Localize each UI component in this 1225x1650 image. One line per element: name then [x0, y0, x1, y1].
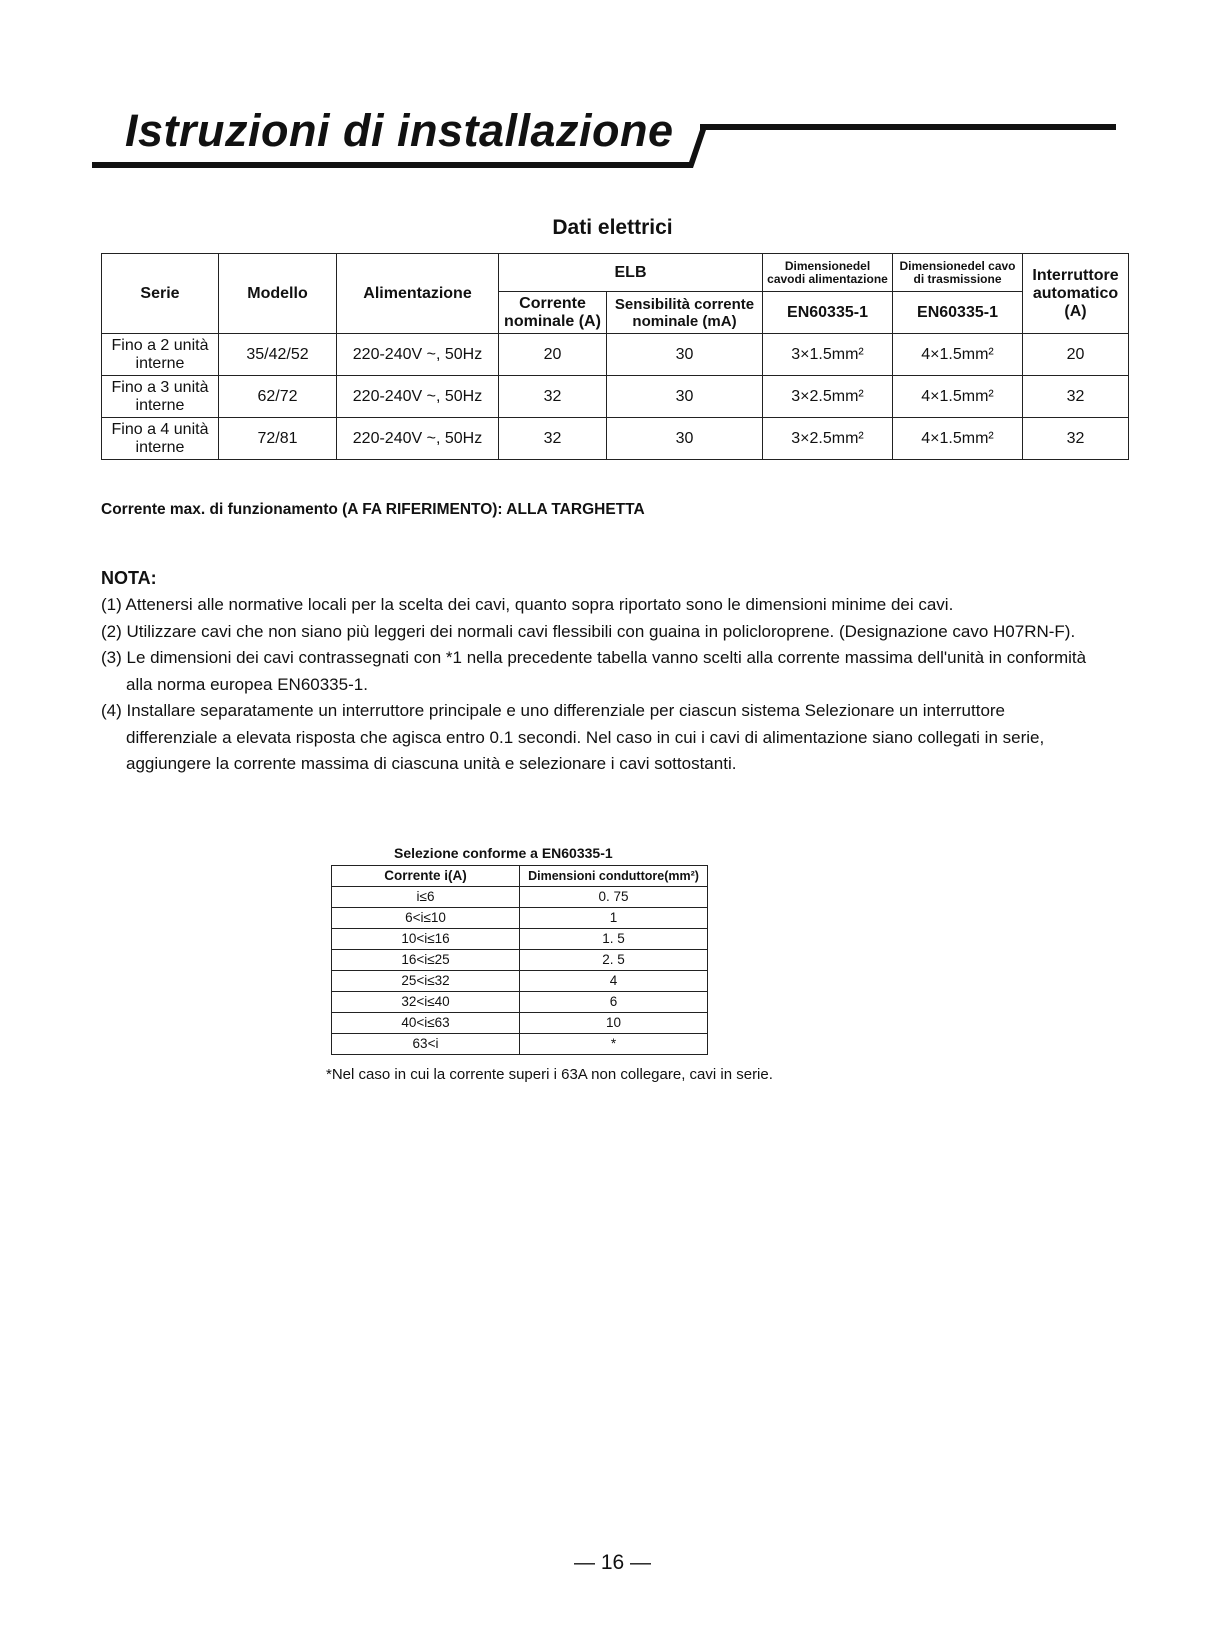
cell-cavo-trasm: 4×1.5mm² — [893, 376, 1023, 418]
cell-sensibilita: 30 — [607, 376, 763, 418]
cell-size: 1 — [520, 908, 708, 929]
note-item: (4) Installare separatamente un interruttore principale e uno differenziale per ciascun sistema Selezionare un interruttore differenziale a elevata risposta che agisca entro 0.1 secondi. Nel caso in cui i cavi di alimentazione siano collegati in serie, aggiungere la corrente massima di ciascuna unità e selezionare i cavi sottostanti. — [101, 701, 1045, 773]
cell-cavo-trasm: 4×1.5mm² — [893, 418, 1023, 460]
header-alimentazione: Alimentazione — [337, 254, 499, 334]
max-current-line: Corrente max. di funzionamento (A FA RIFERIMENTO): ALLA TARGHETTA — [101, 501, 645, 518]
selection-table — [331, 865, 708, 1055]
cell-modello: 62/72 — [219, 376, 337, 418]
cell-current: 32<i≤40 — [332, 992, 520, 1013]
cell-cavo-alim: 3×2.5mm² — [763, 418, 893, 460]
cell-current: 63<i — [332, 1034, 520, 1055]
cell-interruttore: 32 — [1023, 376, 1129, 418]
table-row — [332, 950, 708, 971]
cell-interruttore: 20 — [1023, 334, 1129, 376]
selection-note: *Nel caso in cui la corrente superi i 63A non collegare, cavi in serie. — [326, 1066, 773, 1083]
cell-cavo-alim: 3×2.5mm² — [763, 376, 893, 418]
table-row — [332, 887, 708, 908]
table-row — [332, 1013, 708, 1034]
header-rule-slant — [0, 0, 1225, 200]
header-corrente-nominale: Corrente nominale (A) — [499, 292, 607, 334]
cell-size: 0. 75 — [520, 887, 708, 908]
page-number: — 16 — — [573, 1551, 652, 1574]
header-modello: Modello — [219, 254, 337, 334]
notes-list — [101, 592, 1101, 778]
note-item: (1) Attenersi alle normative locali per la scelta dei cavi, quanto sopra riportato sono le dimensioni minime dei cavi. — [101, 595, 954, 614]
table-row — [102, 376, 1129, 418]
cell-corrente: 32 — [499, 376, 607, 418]
cell-corrente: 32 — [499, 418, 607, 460]
cell-current: 40<i≤63 — [332, 1013, 520, 1034]
cell-size: 10 — [520, 1013, 708, 1034]
header-corrente: Corrente i(A) — [332, 866, 520, 887]
table-row — [332, 992, 708, 1013]
table-row — [102, 334, 1129, 376]
cell-serie: Fino a 2 unità interne — [102, 334, 219, 376]
cell-current: 25<i≤32 — [332, 971, 520, 992]
cell-current: i≤6 — [332, 887, 520, 908]
cell-modello: 72/81 — [219, 418, 337, 460]
note-item: (2) Utilizzare cavi che non siano più leggeri dei normali cavi flessibili con guaina in policloroprene. (Designazione cavo H07RN-F). — [101, 621, 1076, 641]
cell-modello: 35/42/52 — [219, 334, 337, 376]
table-row — [332, 971, 708, 992]
cell-size: 2. 5 — [520, 950, 708, 971]
header-en60335-1-trasm: EN60335-1 — [893, 292, 1023, 334]
cell-current: 16<i≤25 — [332, 950, 520, 971]
cell-cavo-alim: 3×1.5mm² — [763, 334, 893, 376]
header-serie: Serie — [102, 254, 219, 334]
header-dim-alimentazione: Dimensionedel cavodi alimentazione — [763, 254, 893, 292]
cell-cavo-trasm: 4×1.5mm² — [893, 334, 1023, 376]
header-dim-trasmissione: Dimensionedel cavo di trasmissione — [893, 254, 1023, 292]
note-item: (3) Le dimensioni dei cavi contrassegnati con *1 nella precedente tabella vanno scelti alla corrente massima dell'unità in conformità alla norma europea EN60335-1. — [101, 648, 1087, 694]
cell-alimentazione: 220-240V ~, 50Hz — [337, 418, 499, 460]
table-row — [102, 418, 1129, 460]
cell-serie: Fino a 4 unità interne — [102, 418, 219, 460]
cell-serie: Fino a 3 unità interne — [102, 376, 219, 418]
cell-size: 4 — [520, 971, 708, 992]
header-interruttore: Interruttore automatico (A) — [1023, 254, 1129, 334]
cell-size: 6 — [520, 992, 708, 1013]
cell-size: * — [520, 1034, 708, 1055]
selection-title: Selezione conforme a EN60335-1 — [394, 845, 613, 861]
table-row — [332, 929, 708, 950]
cell-current: 10<i≤16 — [332, 929, 520, 950]
cell-alimentazione: 220-240V ~, 50Hz — [337, 376, 499, 418]
table-row — [332, 1034, 708, 1055]
electrical-data-table — [101, 253, 1129, 460]
cell-sensibilita: 30 — [607, 334, 763, 376]
cell-current: 6<i≤10 — [332, 908, 520, 929]
cell-size: 1. 5 — [520, 929, 708, 950]
cell-interruttore: 32 — [1023, 418, 1129, 460]
cell-sensibilita: 30 — [607, 418, 763, 460]
header-dimensioni: Dimensioni conduttore(mm²) — [520, 866, 708, 887]
cell-alimentazione: 220-240V ~, 50Hz — [337, 334, 499, 376]
cell-corrente: 20 — [499, 334, 607, 376]
header-sensibilita: Sensibilità corrente nominale (mA) — [607, 292, 763, 334]
nota-title: NOTA: — [101, 568, 157, 588]
table-row — [332, 908, 708, 929]
page-title: Istruzioni di installazione — [125, 105, 674, 156]
section-title: Dati elettrici — [552, 216, 673, 239]
header-elb: ELB — [499, 254, 763, 292]
header-en60335-1-alim: EN60335-1 — [763, 292, 893, 334]
